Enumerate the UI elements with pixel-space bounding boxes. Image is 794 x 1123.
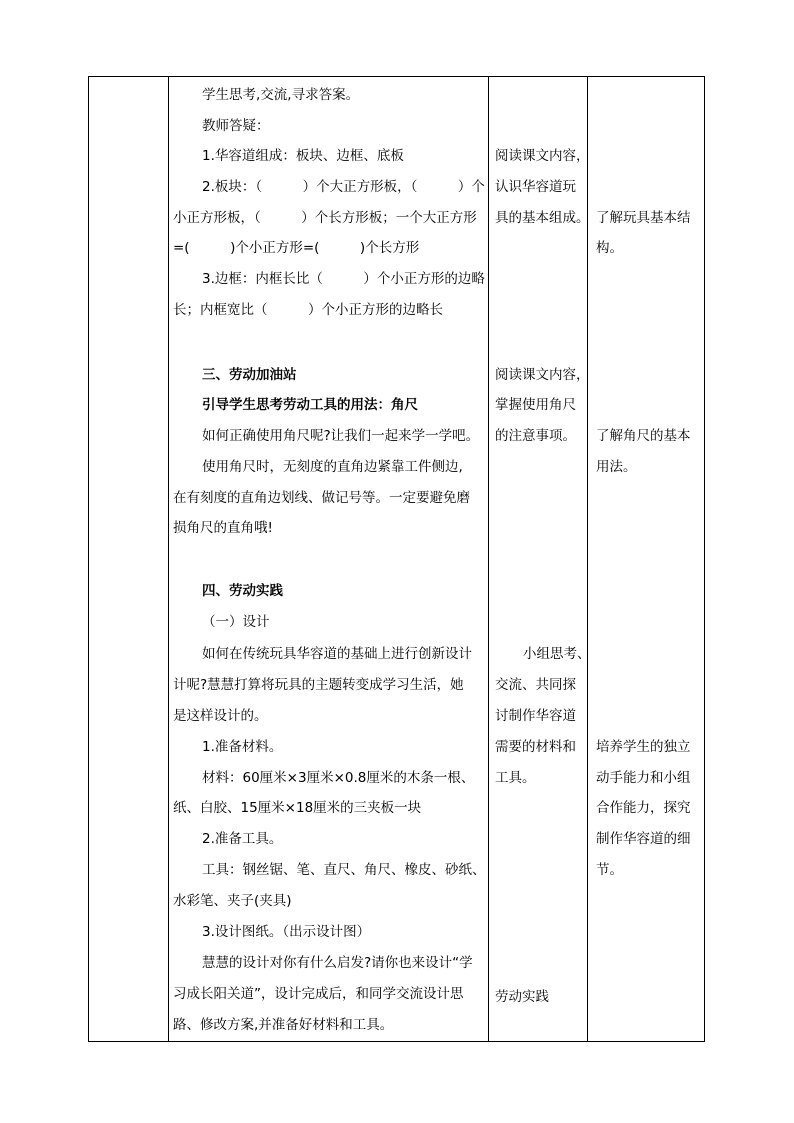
student-line: 工具。 (495, 770, 536, 786)
activity-line: 习成长阳关道”，设计完成后，和同学交流设计思 (173, 986, 464, 1002)
design-intent-cell (588, 77, 704, 1041)
empty-left-cell (89, 77, 168, 1041)
student-line: 劳动实践 (495, 989, 549, 1005)
student-line: 具的基本组成。 (495, 210, 590, 226)
student-activity-cell (489, 77, 591, 1041)
activity-line: 3.设计图纸。（出示设计图） (202, 924, 371, 940)
activity-line: 材料：60厘米×3厘米×0.8厘米的木条一根、 (202, 770, 475, 786)
activity-line: 慧慧的设计对你有什么启发?请你也来设计“学 (202, 955, 473, 971)
teacher-activity-cell (169, 77, 488, 1041)
activity-line: 工具：钢丝锯、笔、直尺、角尺、橡皮、砂纸、 (202, 862, 486, 878)
section-heading: 三、劳动加油站 (202, 367, 297, 383)
intent-line: 构。 (596, 240, 623, 256)
student-line: 认识华容道玩 (495, 179, 576, 195)
intent-line: 用法。 (596, 459, 637, 475)
intent-line: 了解角尺的基本 (596, 428, 691, 444)
student-line: 需要的材料和 (495, 739, 576, 755)
activity-line: 小正方形板，（ ）个长方形板；一个大正方形 (173, 210, 477, 226)
activity-line: 1.华容道组成：板块、边框、底板 (202, 148, 404, 164)
intent-line: 节。 (596, 862, 623, 878)
activity-line: 如何正确使用角尺呢?让我们一起来学一学吧。 (202, 428, 480, 444)
activity-line: 学生思考,交流,寻求答案。 (202, 87, 360, 103)
activity-line: 如何在传统玩具华容道的基础上进行创新设计 (202, 646, 472, 662)
activity-line: =( )个小正方形=( )个长方形 (173, 240, 420, 256)
activity-line: 3.边框：内框长比（ ）个小正方形的边略 (202, 271, 485, 287)
section-heading: 四、劳动实践 (202, 583, 283, 599)
activity-line: 是这样设计的。 (173, 708, 268, 724)
student-line: 讨制作华容道 (495, 708, 576, 724)
activity-line: 1.准备材料。 (202, 739, 283, 755)
activity-line: 使用角尺时，无刻度的直角边紧靠工件侧边, (202, 459, 463, 475)
activity-line: 计呢?慧慧打算将玩具的主题转变成学习生活，她 (173, 677, 464, 693)
activity-line: 纸、白胶、15厘米×18厘米的三夹板一块 (173, 800, 422, 816)
student-line: 的注意事项。 (495, 428, 576, 444)
activity-line: 损角尺的直角哦! (173, 520, 273, 536)
activity-line: 在有刻度的直角边划线、做记号等。一定要避免磨 (173, 490, 470, 506)
activity-line: 路、修改方案,并准备好材料和工具。 (173, 1017, 394, 1033)
intent-line: 制作华容道的细 (596, 831, 691, 847)
activity-line: （一）设计 (202, 614, 270, 630)
activity-line: 教师答疑： (202, 118, 270, 134)
intent-line: 了解玩具基本结 (596, 210, 691, 226)
student-line: 小组思考、 (523, 646, 591, 662)
intent-line: 合作能力，探究 (596, 800, 691, 816)
activity-line: 2.准备工具。 (202, 831, 283, 847)
activity-line: 2.板块：（ ）个大正方形板，（ ）个 (202, 179, 485, 195)
intent-line: 动手能力和小组 (596, 770, 691, 786)
student-line: 阅读课文内容， (495, 148, 590, 164)
student-line: 掌握使用角尺 (495, 397, 576, 413)
student-line: 交流、共同探 (495, 677, 576, 693)
activity-line: 水彩笔、夹子(夹具) (173, 893, 292, 909)
student-line: 阅读课文内容， (495, 367, 590, 383)
lesson-plan-table (88, 76, 705, 1042)
section-subheading: 引导学生思考劳动工具的用法：角尺 (202, 397, 418, 413)
activity-line: 长；内框宽比（ ）个小正方形的边略长 (173, 302, 443, 318)
intent-line: 培养学生的独立 (596, 739, 691, 755)
